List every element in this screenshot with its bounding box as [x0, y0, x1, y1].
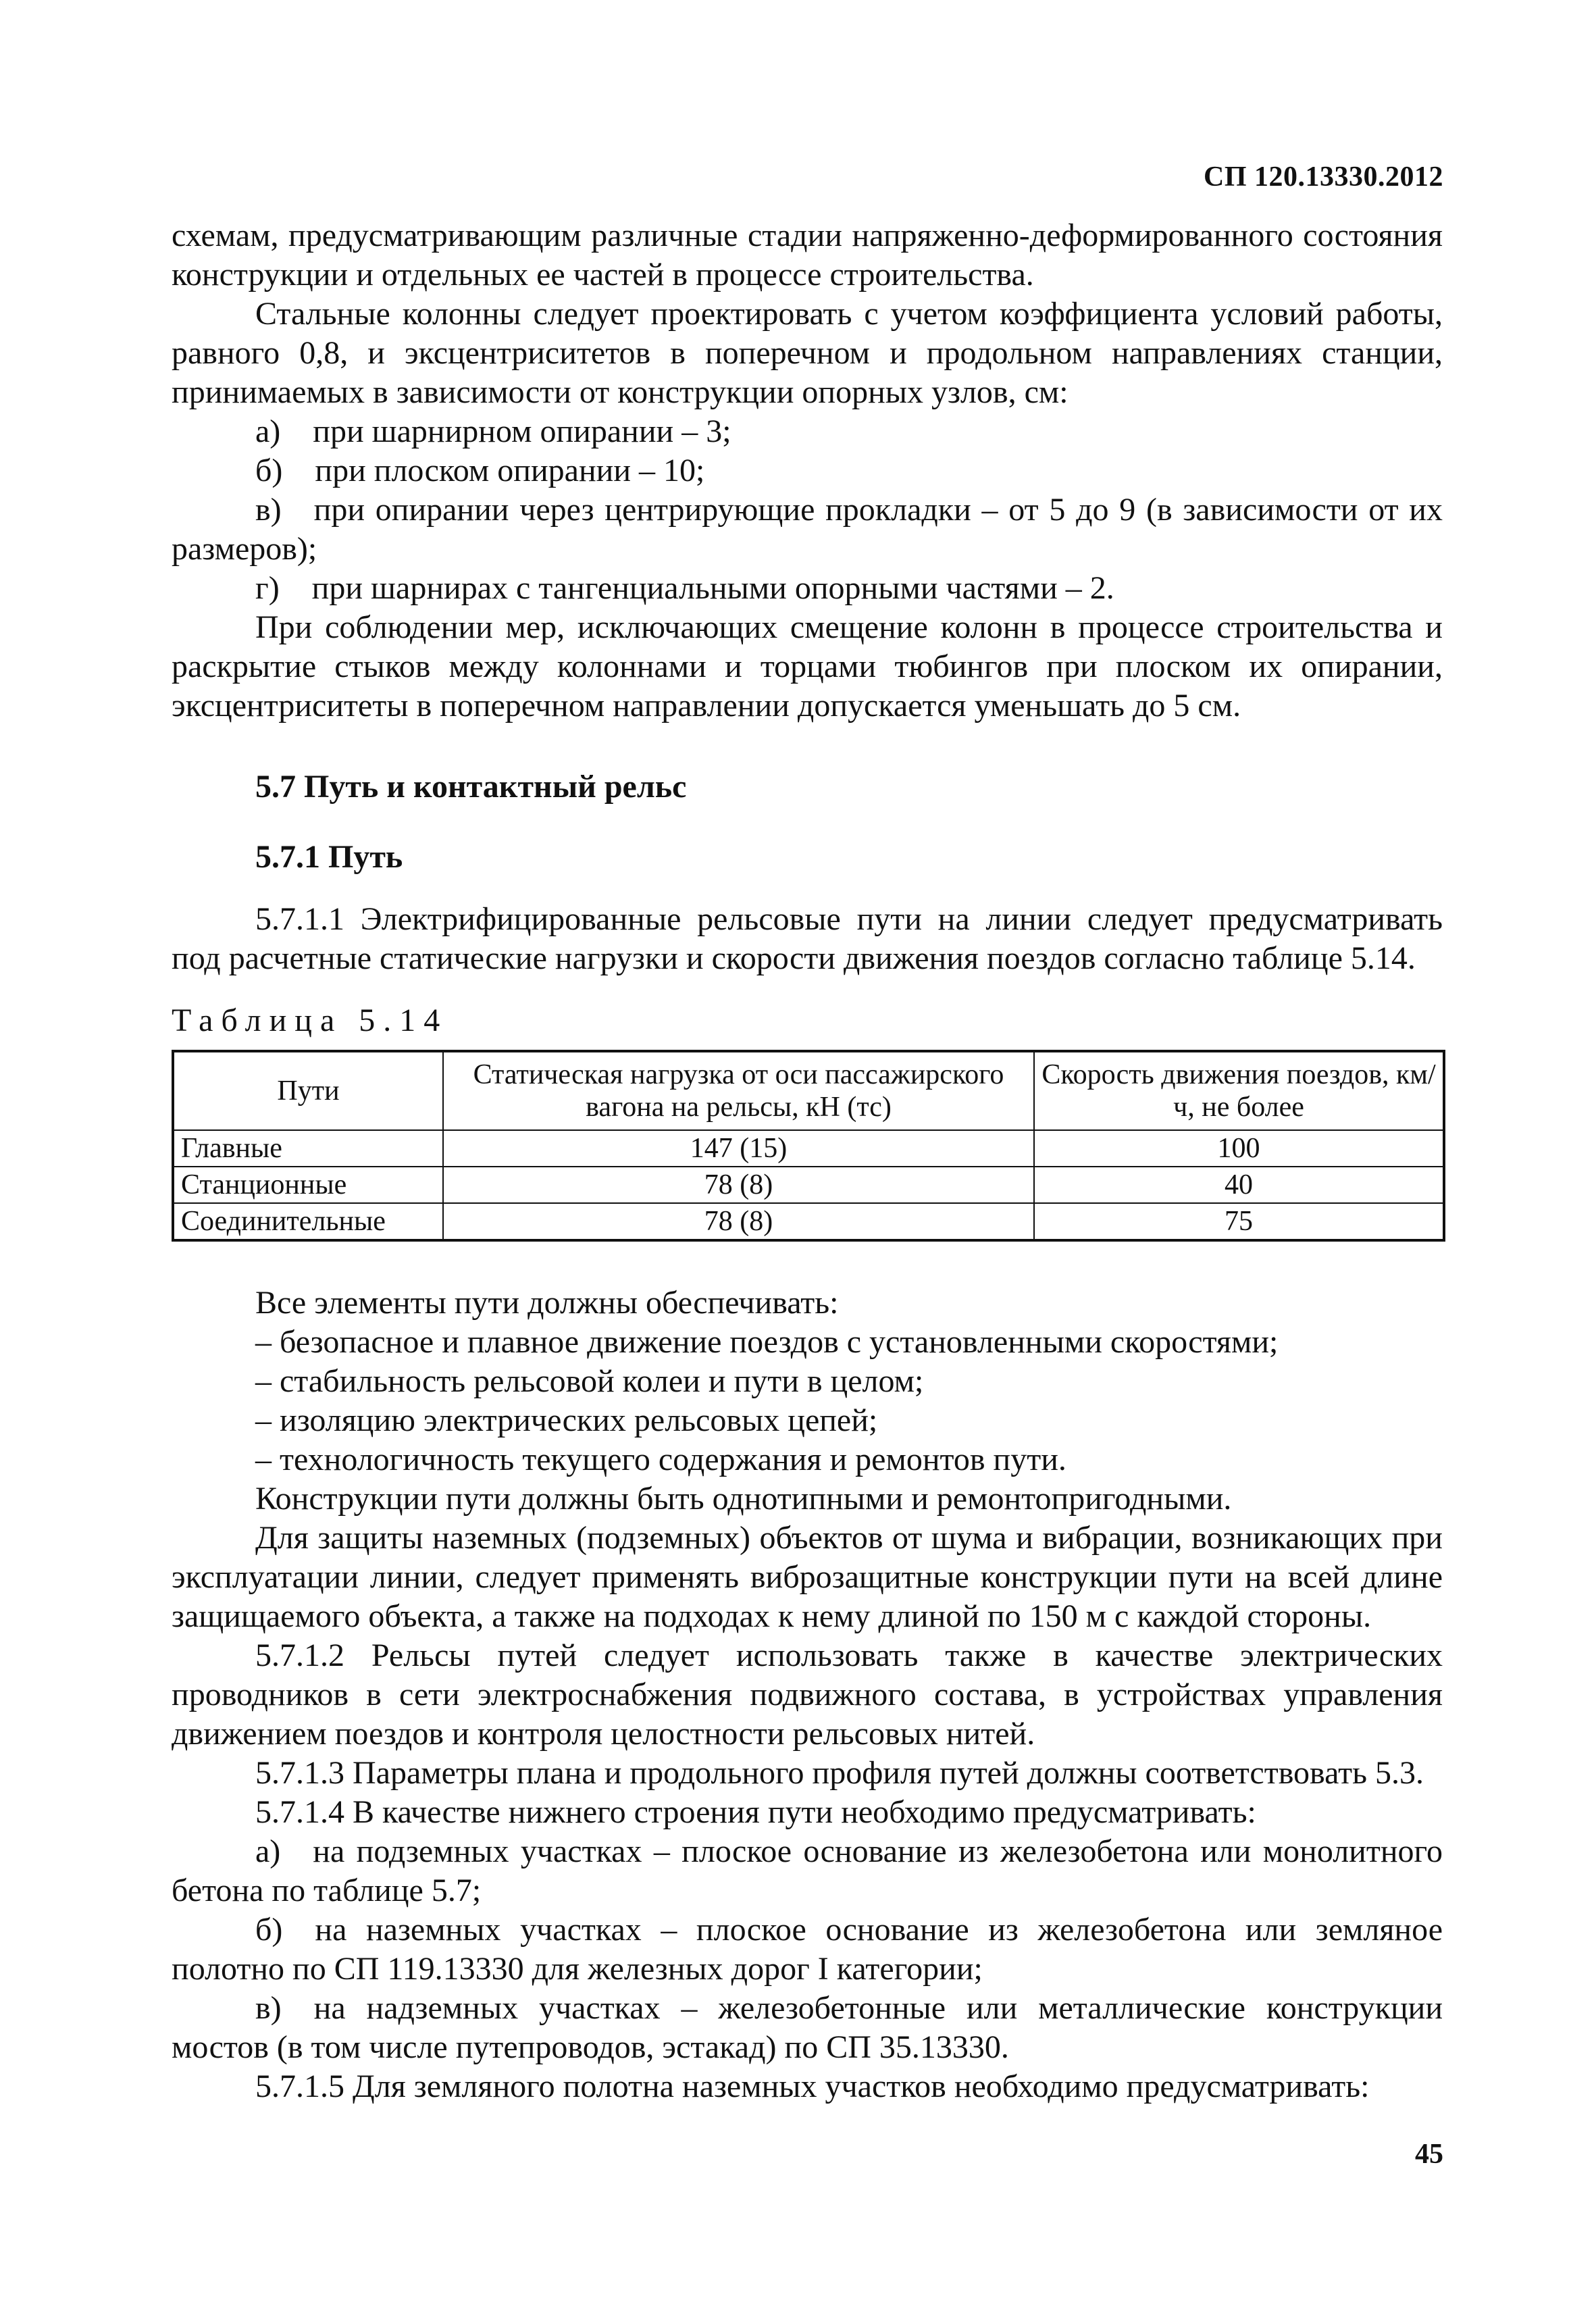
- table-cell: 75: [1034, 1203, 1444, 1240]
- paragraph: Стальные колонны следует проектировать с учетом коэффициента условий работы, равного 0,8, и эксцентриситетов в поперечном и продольном направлениях станции, принимаемых в зависимости от конструкции опорных узлов, см:: [172, 296, 1443, 410]
- list-item: – технологичность текущего содержания и ремонтов пути.: [255, 1442, 1066, 1477]
- paragraph: 5.7.1.4 В качестве нижнего строения пути необходимо предусматривать:: [255, 1794, 1256, 1830]
- list-item: б) при плоском опирании – 10;: [255, 453, 705, 488]
- table-cell: 78 (8): [443, 1203, 1034, 1240]
- table-caption: Таблица 5.14: [172, 1002, 448, 1038]
- table-cell: 78 (8): [443, 1167, 1034, 1203]
- table-cell: Станционные: [173, 1167, 443, 1203]
- list-item: – стабильность рельсовой колеи и пути в целом;: [255, 1363, 924, 1399]
- paragraph: 5.7.1.5 Для земляного полотна наземных участков необходимо предусматривать:: [255, 2068, 1370, 2104]
- list-item: б) на наземных участках – плоское основание из железобетона или земляное полотно по СП 119.13330 для железных дорог I категории;: [172, 1912, 1443, 1987]
- paragraph: 5.7.1.1 Электрифицированные рельсовые пути на линии следует предусматривать под расчетные статические нагрузки и скорости движения поездов согласно таблице 5.14.: [172, 901, 1443, 976]
- paragraph: схемам, предусматривающим различные стадии напряженно-деформированного состояния конструкции и отдельных ее частей в процессе строительства.: [172, 218, 1443, 293]
- table-row: [173, 1203, 1444, 1240]
- list-item: г) при шарнирах с тангенциальными опорными частями – 2.: [255, 570, 1114, 606]
- paragraph: Все элементы пути должны обеспечивать:: [255, 1285, 839, 1321]
- list-item: – изоляцию электрических рельсовых цепей;: [255, 1402, 878, 1438]
- section-heading: 5.7 Путь и контактный рельс: [255, 769, 687, 805]
- data-table: [172, 1050, 1445, 1242]
- paragraph: 5.7.1.2 Рельсы путей следует использовать также в качестве электрических проводников в сети электроснабжения подвижного состава, в устройствах управления движением поездов и контроля целостности рельсовых нитей.: [172, 1637, 1443, 1752]
- table-cell: 40: [1034, 1167, 1444, 1203]
- paragraph: При соблюдении мер, исключающих смещение колонн в процессе строительства и раскрытие стыков между колоннами и торцами тюбингов при плоском их опирании, эксцентриситеты в поперечном направлении допускается уменьшать до 5 см.: [172, 609, 1443, 723]
- table-header-row: [173, 1051, 1444, 1130]
- list-item: в) на надземных участках – железобетонные или металлические конструкции мостов (в том числе путепроводов, эстакад) по СП 35.13330.: [172, 1990, 1443, 2065]
- list-item: – безопасное и плавное движение поездов с установленными скоростями;: [255, 1324, 1279, 1360]
- list-item: в) при опирании через центрирующие прокладки – от 5 до 9 (в зависимости от их размеров);: [172, 492, 1443, 567]
- column-header: Скорость движения поездов, км/ч, не более: [1034, 1051, 1444, 1130]
- table-row: [173, 1130, 1444, 1167]
- column-header: Статическая нагрузка от оси пассажирского вагона на рельсы, кН (тс): [443, 1051, 1034, 1130]
- table-cell: Соединительные: [173, 1203, 443, 1240]
- table-cell: 100: [1034, 1130, 1444, 1167]
- paragraph: Конструкции пути должны быть однотипными и ремонтопригодными.: [255, 1481, 1232, 1517]
- list-item: а) на подземных участках – плоское основание из железобетона или монолитного бетона по таблице 5.7;: [172, 1833, 1443, 1908]
- page-body: [172, 216, 1443, 2106]
- paragraph: Для защиты наземных (подземных) объектов от шума и вибрации, возникающих при эксплуатации линии, следует применять виброзащитные конструкции пути на всей длине защищаемого объекта, а также на подходах к нему длиной по 150 м с каждой стороны.: [172, 1520, 1443, 1634]
- column-header: Пути: [173, 1051, 443, 1130]
- page-number: 45: [1415, 2139, 1443, 2170]
- list-item: а) при шарнирном опирании – 3;: [255, 413, 731, 449]
- table-cell: 147 (15): [443, 1130, 1034, 1167]
- table-row: [173, 1167, 1444, 1203]
- table-cell: Главные: [173, 1130, 443, 1167]
- subsection-heading: 5.7.1 Путь: [255, 839, 403, 875]
- paragraph: 5.7.1.3 Параметры плана и продольного профиля путей должны соответствовать 5.3.: [255, 1755, 1424, 1791]
- document-code-header: СП 120.13330.2012: [1204, 161, 1443, 193]
